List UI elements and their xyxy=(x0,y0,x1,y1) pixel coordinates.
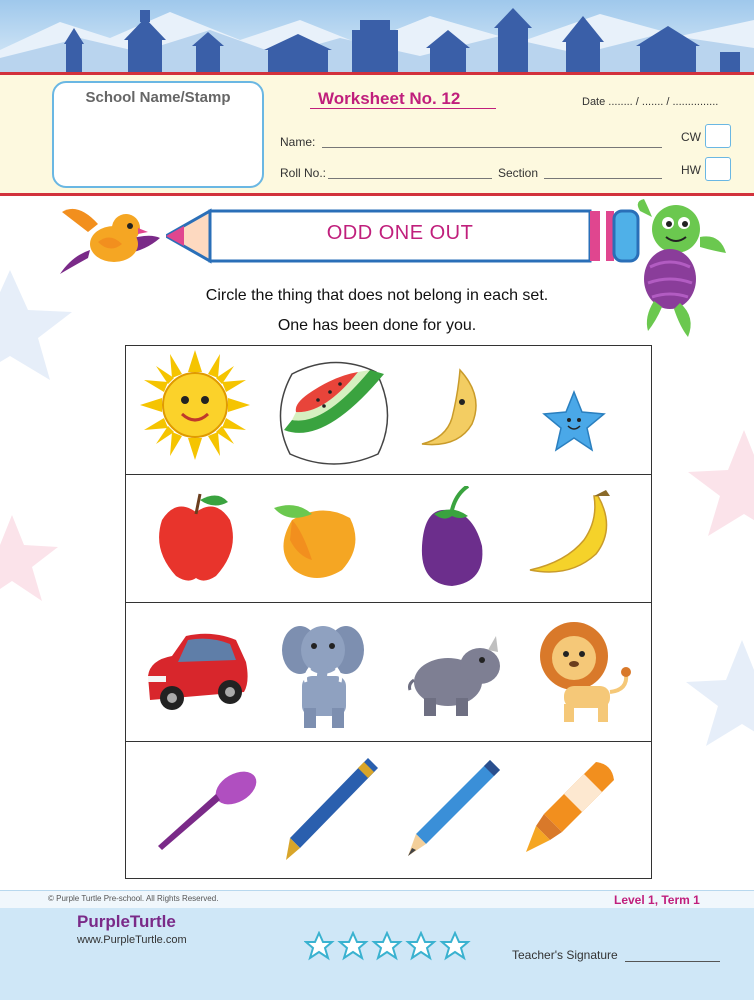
section-field[interactable] xyxy=(544,178,662,179)
pen-icon[interactable] xyxy=(282,756,382,862)
instruction-line-2: One has been done for you. xyxy=(277,317,477,334)
rating-star-icon xyxy=(306,933,332,958)
copyright-text: © Purple Turtle Pre-school. All Rights Reserved. xyxy=(48,894,219,903)
lion-icon[interactable] xyxy=(536,620,636,726)
level-term-label: Level 1, Term 1 xyxy=(614,893,700,907)
instruction-line-1: Circle the thing that does not belong in each set. xyxy=(205,287,549,304)
rating-star-icon xyxy=(408,933,434,958)
brand-logo-text: PurpleTurtle xyxy=(77,912,176,931)
name-label: Name: xyxy=(280,135,316,149)
elephant-icon[interactable] xyxy=(280,616,366,730)
cw-label: CW xyxy=(681,130,701,144)
pencil-icon[interactable] xyxy=(406,758,504,858)
school-stamp-label: School Name/Stamp xyxy=(85,89,231,106)
rating-star-icon xyxy=(442,933,468,958)
worksheet-title: Worksheet No. 12 xyxy=(318,89,461,108)
eggplant-icon[interactable] xyxy=(416,486,490,588)
worksheet-title-underline xyxy=(310,108,496,109)
highlighter-icon[interactable] xyxy=(522,760,616,854)
hw-checkbox[interactable] xyxy=(705,157,731,181)
header-bottom-border xyxy=(0,193,754,196)
row-divider xyxy=(126,474,651,475)
apple-icon[interactable] xyxy=(156,492,238,584)
watermelon-icon[interactable] xyxy=(274,354,396,470)
rating-stars[interactable] xyxy=(304,931,474,961)
hw-label: HW xyxy=(681,163,701,177)
background-star-icon xyxy=(672,640,754,750)
background-star-icon xyxy=(0,515,70,605)
name-field[interactable] xyxy=(322,147,662,148)
exercise-grid xyxy=(125,345,652,879)
rating-star-icon xyxy=(374,933,400,958)
hippo-icon[interactable] xyxy=(408,632,504,718)
rating-star-icon xyxy=(340,933,366,958)
row-divider xyxy=(126,741,651,742)
date-field[interactable]: Date ........ / ....... / ............... xyxy=(582,96,719,108)
cw-checkbox[interactable] xyxy=(705,124,731,148)
car-icon[interactable] xyxy=(142,626,252,716)
banana-icon[interactable] xyxy=(526,488,636,580)
sun-icon[interactable] xyxy=(140,350,250,460)
roll-field[interactable] xyxy=(328,178,492,179)
roll-label: Roll No.: xyxy=(280,166,327,180)
moon-icon[interactable] xyxy=(416,368,496,454)
star-icon[interactable] xyxy=(542,390,606,452)
section-label: Section xyxy=(498,166,539,180)
background-star-icon xyxy=(684,430,754,540)
brand-url[interactable]: www.PurpleTurtle.com xyxy=(77,934,187,946)
teacher-signature-label: Teacher's Signature xyxy=(512,948,618,962)
bird-icon xyxy=(58,202,162,274)
mango-icon[interactable] xyxy=(272,500,362,582)
city-skyline-illustration xyxy=(0,0,754,72)
row-divider xyxy=(126,602,651,603)
school-stamp-box[interactable] xyxy=(52,81,264,188)
spoon-icon[interactable] xyxy=(156,766,260,856)
teacher-signature-field[interactable] xyxy=(625,961,720,962)
banner-title: ODD ONE OUT xyxy=(326,222,474,244)
